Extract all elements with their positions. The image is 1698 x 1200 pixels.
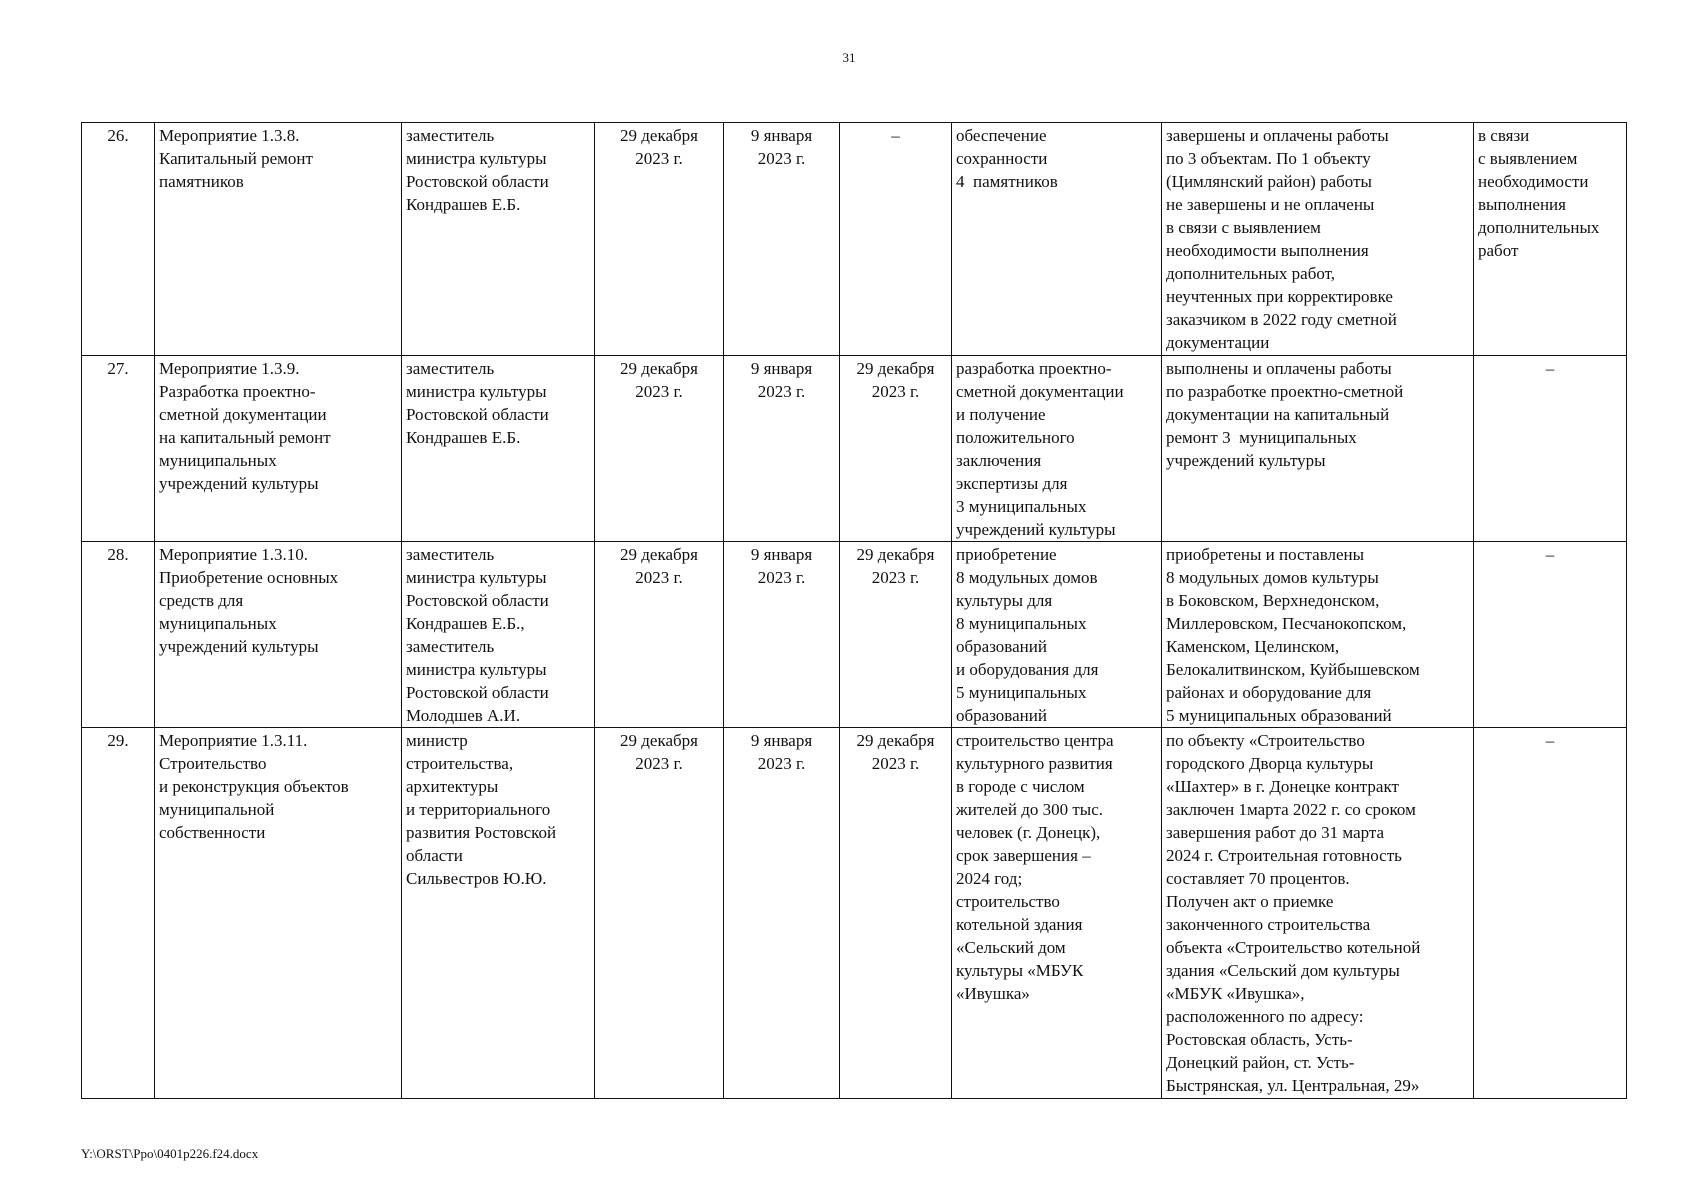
row-number-cell: 29. (82, 728, 155, 1099)
cell-text-line: городского Дворца культуры (1166, 754, 1374, 773)
cell-text-line: строительства, (406, 754, 514, 773)
cell-text-line: Мероприятие 1.3.8. (159, 126, 300, 145)
reason-cell (1474, 356, 1627, 542)
cell-text-line: завершения работ до 31 марта (1166, 823, 1385, 842)
event-cell (155, 728, 402, 1099)
cell-text-line: Миллеровском, Песчанокопском, (1166, 614, 1407, 633)
cell-text-line: Мероприятие 1.3.11. (159, 731, 308, 750)
cell-text-line: 9 января (750, 731, 813, 750)
cell-text-line: Получен акт о приемке (1166, 892, 1334, 911)
planned-date-cell (595, 542, 724, 728)
cell-text-line: Молодшев А.И. (406, 706, 521, 725)
responsible-cell (402, 123, 595, 356)
cell-text-line: по разработке проектно-сметной (1166, 382, 1404, 401)
event-cell (155, 356, 402, 542)
cell-text-line: области (406, 846, 463, 865)
planned-date-cell (595, 728, 724, 1099)
planned-result-cell (952, 123, 1162, 356)
cell-text-line: документации (1166, 333, 1270, 352)
row-number-cell: 28. (82, 542, 155, 728)
cell-text-line: 8 модульных домов (956, 568, 1098, 587)
planned-result-cell (952, 542, 1162, 728)
cell-text-line: заместитель (406, 637, 495, 656)
cell-text-line: Мероприятие 1.3.9. (159, 359, 300, 378)
planned-date-cell (595, 356, 724, 542)
reason-cell (1474, 123, 1627, 356)
cell-text-line: министра культуры (406, 382, 547, 401)
cell-text-line: 29 декабря (620, 545, 698, 564)
cell-text-line: развития Ростовской (406, 823, 557, 842)
cell-text-line: заключен 1марта 2022 г. со сроком (1166, 800, 1416, 819)
footer-file-path: Y:\ORST\Ppo\0401p226.f24.docx (81, 1146, 259, 1161)
cell-text-line: завершены и оплачены работы (1166, 126, 1389, 145)
responsible-cell (402, 356, 595, 542)
cell-text-line: «МБУК «Ивушка», (1166, 984, 1305, 1003)
cell-text-line: Мероприятие 1.3.10. (159, 545, 309, 564)
event-cell (155, 542, 402, 728)
cell-text-line: средств для (159, 591, 244, 610)
cell-text-line: расположенного по адресу: (1166, 1007, 1364, 1026)
responsible-cell (402, 728, 595, 1099)
cell-text-line: в городе с числом (956, 777, 1085, 796)
cell-text-line: Капитальный ремонт (159, 149, 313, 168)
cell-text-line: здания «Сельский дом культуры (1166, 961, 1400, 980)
cell-text-line: обеспечение (956, 126, 1047, 145)
cell-text-line: Ростовской области (406, 591, 549, 610)
cell-text-line: по 3 объектам. По 1 объекту (1166, 149, 1371, 168)
cell-text-line: образований (956, 637, 1047, 656)
cell-text-line: работ (1478, 241, 1519, 260)
cell-text-line: 2023 г. (871, 568, 920, 587)
cell-text-line: учреждений культуры (956, 520, 1116, 539)
cell-text-line: сметной документации (159, 405, 327, 424)
cell-text-line: Кондрашев Е.Б., (406, 614, 525, 633)
cell-text-line: сметной документации (956, 382, 1124, 401)
table-row (82, 123, 1627, 356)
cell-text-line: – (891, 126, 900, 145)
cell-text-line: приобретение (956, 545, 1057, 564)
cell-text-line: муниципальных (159, 614, 277, 633)
cell-text-line: выполнены и оплачены работы (1166, 359, 1392, 378)
cell-text-line: 29 декабря (856, 359, 935, 378)
cell-text-line: – (1545, 545, 1555, 564)
cell-text-line: экспертизы для (956, 474, 1068, 493)
cell-text-line: 2023 г. (757, 754, 806, 773)
cell-text-line: «Ивушка» (956, 984, 1030, 1003)
cell-text-line: Белокалитвинском, Куйбышевском (1166, 660, 1420, 679)
cell-text-line: неучтенных при корректировке (1166, 287, 1393, 306)
cell-text-line: – (1545, 731, 1555, 750)
cell-text-line: министра культуры (406, 149, 547, 168)
planned-result-cell (952, 356, 1162, 542)
cell-text-line: дополнительных работ, (1166, 264, 1336, 283)
cell-text-line: 2024 год; (956, 869, 1023, 888)
cell-text-line: 5 муниципальных образований (1166, 706, 1392, 725)
cell-text-line: районах и оборудование для (1166, 683, 1372, 702)
cell-text-line: заключения (956, 451, 1042, 470)
cell-text-line: Ростовской области (406, 683, 549, 702)
cell-text-line: архитектуры (406, 777, 499, 796)
cell-text-line: Строительство (159, 754, 267, 773)
cell-text-line: Разработка проектно- (159, 382, 316, 401)
cell-text-line: 5 муниципальных (956, 683, 1087, 702)
cell-text-line: жителей до 300 тыс. (956, 800, 1103, 819)
actual-end-cell (840, 123, 952, 356)
cell-text-line: с выявлением (1478, 149, 1578, 168)
cell-text-line: Ростовской области (406, 172, 549, 191)
cell-text-line: 29 декабря (620, 126, 698, 145)
cell-text-line: ремонт 3 муниципальных (1166, 428, 1357, 447)
cell-text-line: 2023 г. (871, 754, 920, 773)
cell-text-line: заместитель (406, 359, 495, 378)
actual-end-cell (840, 728, 952, 1099)
cell-text-line: заместитель (406, 126, 495, 145)
actual-result-cell (1162, 542, 1474, 728)
cell-text-line: составляет 70 процентов. (1166, 869, 1350, 888)
cell-text-line: Ростовской области (406, 405, 549, 424)
report-table (81, 122, 1627, 1099)
cell-text-line: в связи с выявлением (1166, 218, 1321, 237)
actual-start-cell (724, 542, 840, 728)
cell-text-line: культуры «МБУК (956, 961, 1084, 980)
cell-text-line: заместитель (406, 545, 495, 564)
cell-text-line: Быстрянская, ул. Центральная, 29» (1166, 1076, 1420, 1095)
cell-text-line: и реконструкция объектов (159, 777, 349, 796)
cell-text-line: – (1545, 359, 1555, 378)
cell-text-line: необходимости выполнения (1166, 241, 1369, 260)
cell-text-line: заказчиком в 2022 году сметной (1166, 310, 1397, 329)
cell-text-line: образований (956, 706, 1047, 725)
cell-text-line: 2023 г. (757, 382, 806, 401)
cell-text-line: «Шахтер» в г. Донецке контракт (1166, 777, 1399, 796)
cell-text-line: 29 декабря (620, 359, 698, 378)
cell-text-line: муниципальной (159, 800, 275, 819)
cell-text-line: 29 декабря (856, 731, 935, 750)
cell-text-line: объекта «Строительство котельной (1166, 938, 1421, 957)
cell-text-line: 2023 г. (871, 382, 920, 401)
cell-text-line: строительство центра (956, 731, 1114, 750)
page-number: 31 (842, 50, 856, 65)
cell-text-line: человек (г. Донецк), (956, 823, 1101, 842)
actual-start-cell (724, 356, 840, 542)
cell-text-line: министра культуры (406, 660, 547, 679)
actual-end-cell (840, 356, 952, 542)
cell-text-line: собственности (159, 823, 266, 842)
cell-text-line: приобретены и поставлены (1166, 545, 1365, 564)
cell-text-line: и получение (956, 405, 1046, 424)
cell-text-line: выполнения (1478, 195, 1566, 214)
cell-text-line: законченного строительства (1166, 915, 1371, 934)
cell-text-line: по объекту «Строительство (1166, 731, 1365, 750)
cell-text-line: в Боковском, Верхнедонском, (1166, 591, 1380, 610)
cell-text-line: Донецкий район, ст. Усть- (1166, 1053, 1355, 1072)
row-number-cell: 26. (82, 123, 155, 356)
actual-result-cell (1162, 356, 1474, 542)
table-row (82, 542, 1627, 728)
cell-text-line: 2023 г. (635, 149, 683, 168)
cell-text-line: 29 декабря (856, 545, 935, 564)
cell-text-line: 4 памятников (956, 172, 1058, 191)
cell-text-line: в связи (1478, 126, 1530, 145)
cell-text-line: муниципальных (159, 451, 277, 470)
cell-text-line: (Цимлянский район) работы (1166, 172, 1372, 191)
responsible-cell (402, 542, 595, 728)
table-body (82, 123, 1627, 1099)
cell-text-line: 2023 г. (757, 149, 806, 168)
cell-text-line: котельной здания (956, 915, 1083, 934)
cell-text-line: культурного развития (956, 754, 1113, 773)
table-row (82, 356, 1627, 542)
cell-text-line: 2023 г. (635, 568, 683, 587)
reason-cell (1474, 542, 1627, 728)
cell-text-line: учреждений культуры (159, 637, 319, 656)
cell-text-line: учреждений культуры (159, 474, 319, 493)
planned-date-cell (595, 123, 724, 356)
cell-text-line: 2023 г. (635, 382, 683, 401)
cell-text-line: культуры для (956, 591, 1053, 610)
cell-text-line: Кондрашев Е.Б. (406, 428, 521, 447)
planned-result-cell (952, 728, 1162, 1099)
cell-text-line: 9 января (750, 359, 813, 378)
cell-text-line: Каменском, Целинском, (1166, 637, 1340, 656)
actual-start-cell (724, 728, 840, 1099)
cell-text-line: положительного (956, 428, 1075, 447)
event-cell (155, 123, 402, 356)
cell-text-line: 2024 г. Строительная готовность (1166, 846, 1402, 865)
actual-result-cell (1162, 123, 1474, 356)
cell-text-line: учреждений культуры (1166, 451, 1326, 470)
reason-cell (1474, 728, 1627, 1099)
actual-end-cell (840, 542, 952, 728)
cell-text-line: министр (406, 731, 468, 750)
cell-text-line: необходимости (1478, 172, 1589, 191)
cell-text-line: 9 января (750, 126, 813, 145)
cell-text-line: «Сельский дом (956, 938, 1066, 957)
cell-text-line: 8 модульных домов культуры (1166, 568, 1379, 587)
cell-text-line: 2023 г. (757, 568, 806, 587)
cell-text-line: Кондрашев Е.Б. (406, 195, 521, 214)
cell-text-line: министра культуры (406, 568, 547, 587)
cell-text-line: документации на капитальный (1166, 405, 1390, 424)
cell-text-line: сохранности (956, 149, 1048, 168)
cell-text-line: срок завершения – (956, 846, 1091, 865)
cell-text-line: Приобретение основных (159, 568, 339, 587)
table-row (82, 728, 1627, 1099)
cell-text-line: разработка проектно- (956, 359, 1112, 378)
cell-text-line: и оборудования для (956, 660, 1099, 679)
actual-start-cell (724, 123, 840, 356)
cell-text-line: Сильвестров Ю.Ю. (406, 869, 547, 888)
cell-text-line: Ростовская область, Усть- (1166, 1030, 1353, 1049)
cell-text-line: 2023 г. (635, 754, 683, 773)
row-number-cell: 27. (82, 356, 155, 542)
cell-text-line: на капитальный ремонт (159, 428, 331, 447)
cell-text-line: 8 муниципальных (956, 614, 1087, 633)
cell-text-line: строительство (956, 892, 1060, 911)
cell-text-line: не завершены и не оплачены (1166, 195, 1375, 214)
cell-text-line: 29 декабря (620, 731, 698, 750)
cell-text-line: 3 муниципальных (956, 497, 1087, 516)
cell-text-line: и территориального (406, 800, 551, 819)
cell-text-line: памятников (159, 172, 244, 191)
actual-result-cell (1162, 728, 1474, 1099)
cell-text-line: дополнительных (1478, 218, 1600, 237)
cell-text-line: 9 января (750, 545, 813, 564)
